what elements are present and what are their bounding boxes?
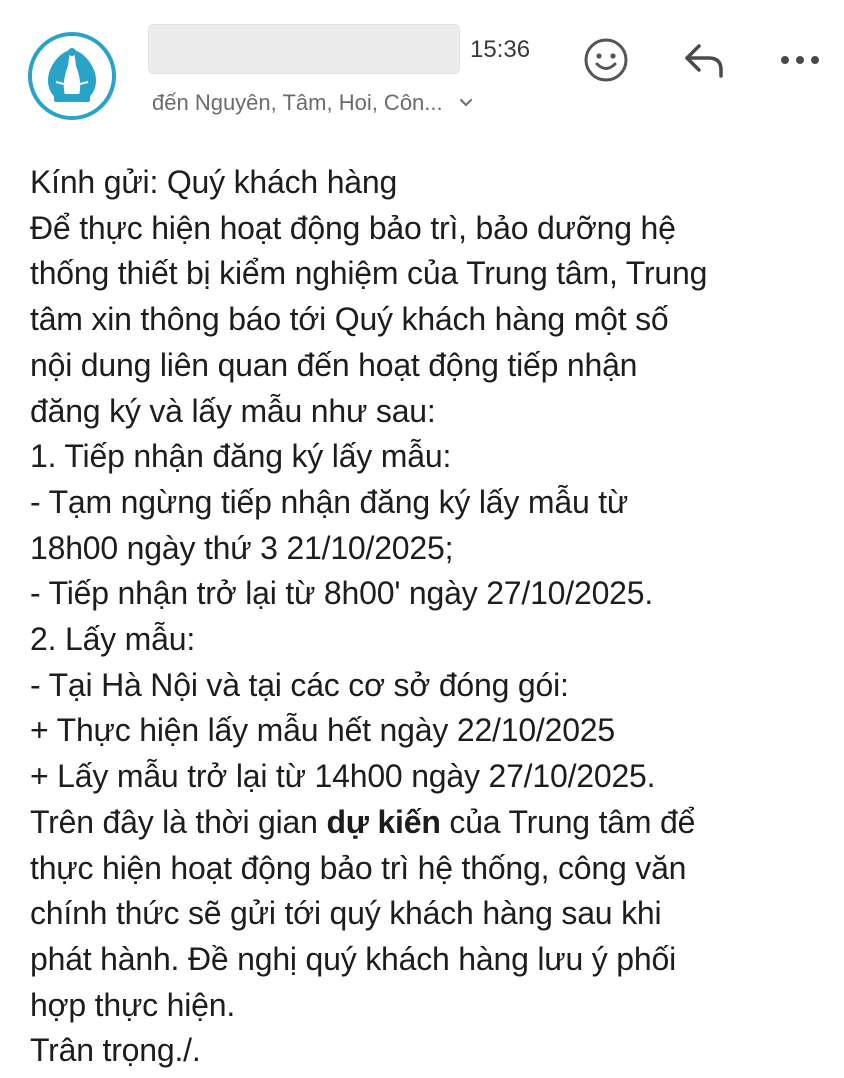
closing-line: thực hiện hoạt động bảo trì hệ thống, công văn: [30, 849, 687, 886]
closing-line: chính thức sẽ gửi tới quý khách hàng sau khi: [30, 895, 662, 932]
reply-button[interactable]: [678, 34, 730, 86]
more-options-button[interactable]: [774, 34, 826, 86]
closing-bold-emphasis: dự kiến: [326, 803, 441, 840]
greeting: Kính gửi: Quý khách hàng: [30, 164, 398, 200]
react-button[interactable]: [580, 34, 632, 86]
intro-line: nội dung liên quan đến hoạt động tiếp nhận: [30, 346, 638, 383]
section-2-line: + Thực hiện lấy mẫu hết ngày 22/10/2025: [30, 712, 615, 749]
section-2-heading: 2. Lấy mẫu:: [30, 621, 196, 658]
closing-pre-bold: Trên đây là thời gian: [30, 803, 327, 840]
more-icon: [777, 53, 823, 67]
recipients-row[interactable]: [152, 90, 473, 116]
recipients-label: đến Nguyên, Tâm, Hoi, Côn...: [152, 90, 443, 115]
section-2-line: - Tại Hà Nội và tại các cơ sở đóng gói:: [30, 666, 569, 703]
section-1-heading: 1. Tiếp nhận đăng ký lấy mẫu:: [30, 438, 452, 475]
section-1-line: 18h00 ngày thứ 3 21/10/2025;: [30, 529, 454, 566]
intro-line: Để thực hiện hoạt động bảo trì, bảo dưỡng hệ: [30, 209, 676, 246]
intro-line: thống thiết bị kiểm nghiệm của Trung tâm, Trung: [30, 255, 708, 292]
section-1-line: - Tạm ngừng tiếp nhận đăng ký lấy mẫu từ: [30, 483, 629, 520]
intro-line: tâm xin thông báo tới Quý khách hàng một số: [30, 301, 669, 338]
organization-logo-icon: [32, 36, 112, 116]
email-body: [30, 160, 830, 1074]
sender-avatar[interactable]: [28, 32, 116, 120]
section-2-line: + Lấy mẫu trở lại từ 14h00 ngày 27/10/2025.: [30, 758, 656, 795]
section-1-line: - Tiếp nhận trở lại từ 8h00' ngày 27/10/2025.: [30, 575, 654, 612]
smiley-icon: [583, 37, 629, 83]
email-time: 15:36: [470, 36, 531, 63]
closing-post-bold: của Trung tâm để: [440, 803, 696, 840]
closing-line: phát hành. Đề nghị quý khách hàng lưu ý phối: [30, 940, 676, 977]
intro-line: đăng ký và lấy mẫu như sau:: [30, 392, 436, 429]
reply-icon: [681, 40, 727, 80]
sender-name-redacted: [148, 24, 460, 74]
chevron-down-icon[interactable]: [459, 98, 473, 108]
email-header: [0, 0, 844, 140]
closing-line: [30, 800, 830, 846]
closing-line: hợp thực hiện.: [30, 986, 236, 1023]
signoff: Trân trọng./.: [30, 1032, 201, 1069]
